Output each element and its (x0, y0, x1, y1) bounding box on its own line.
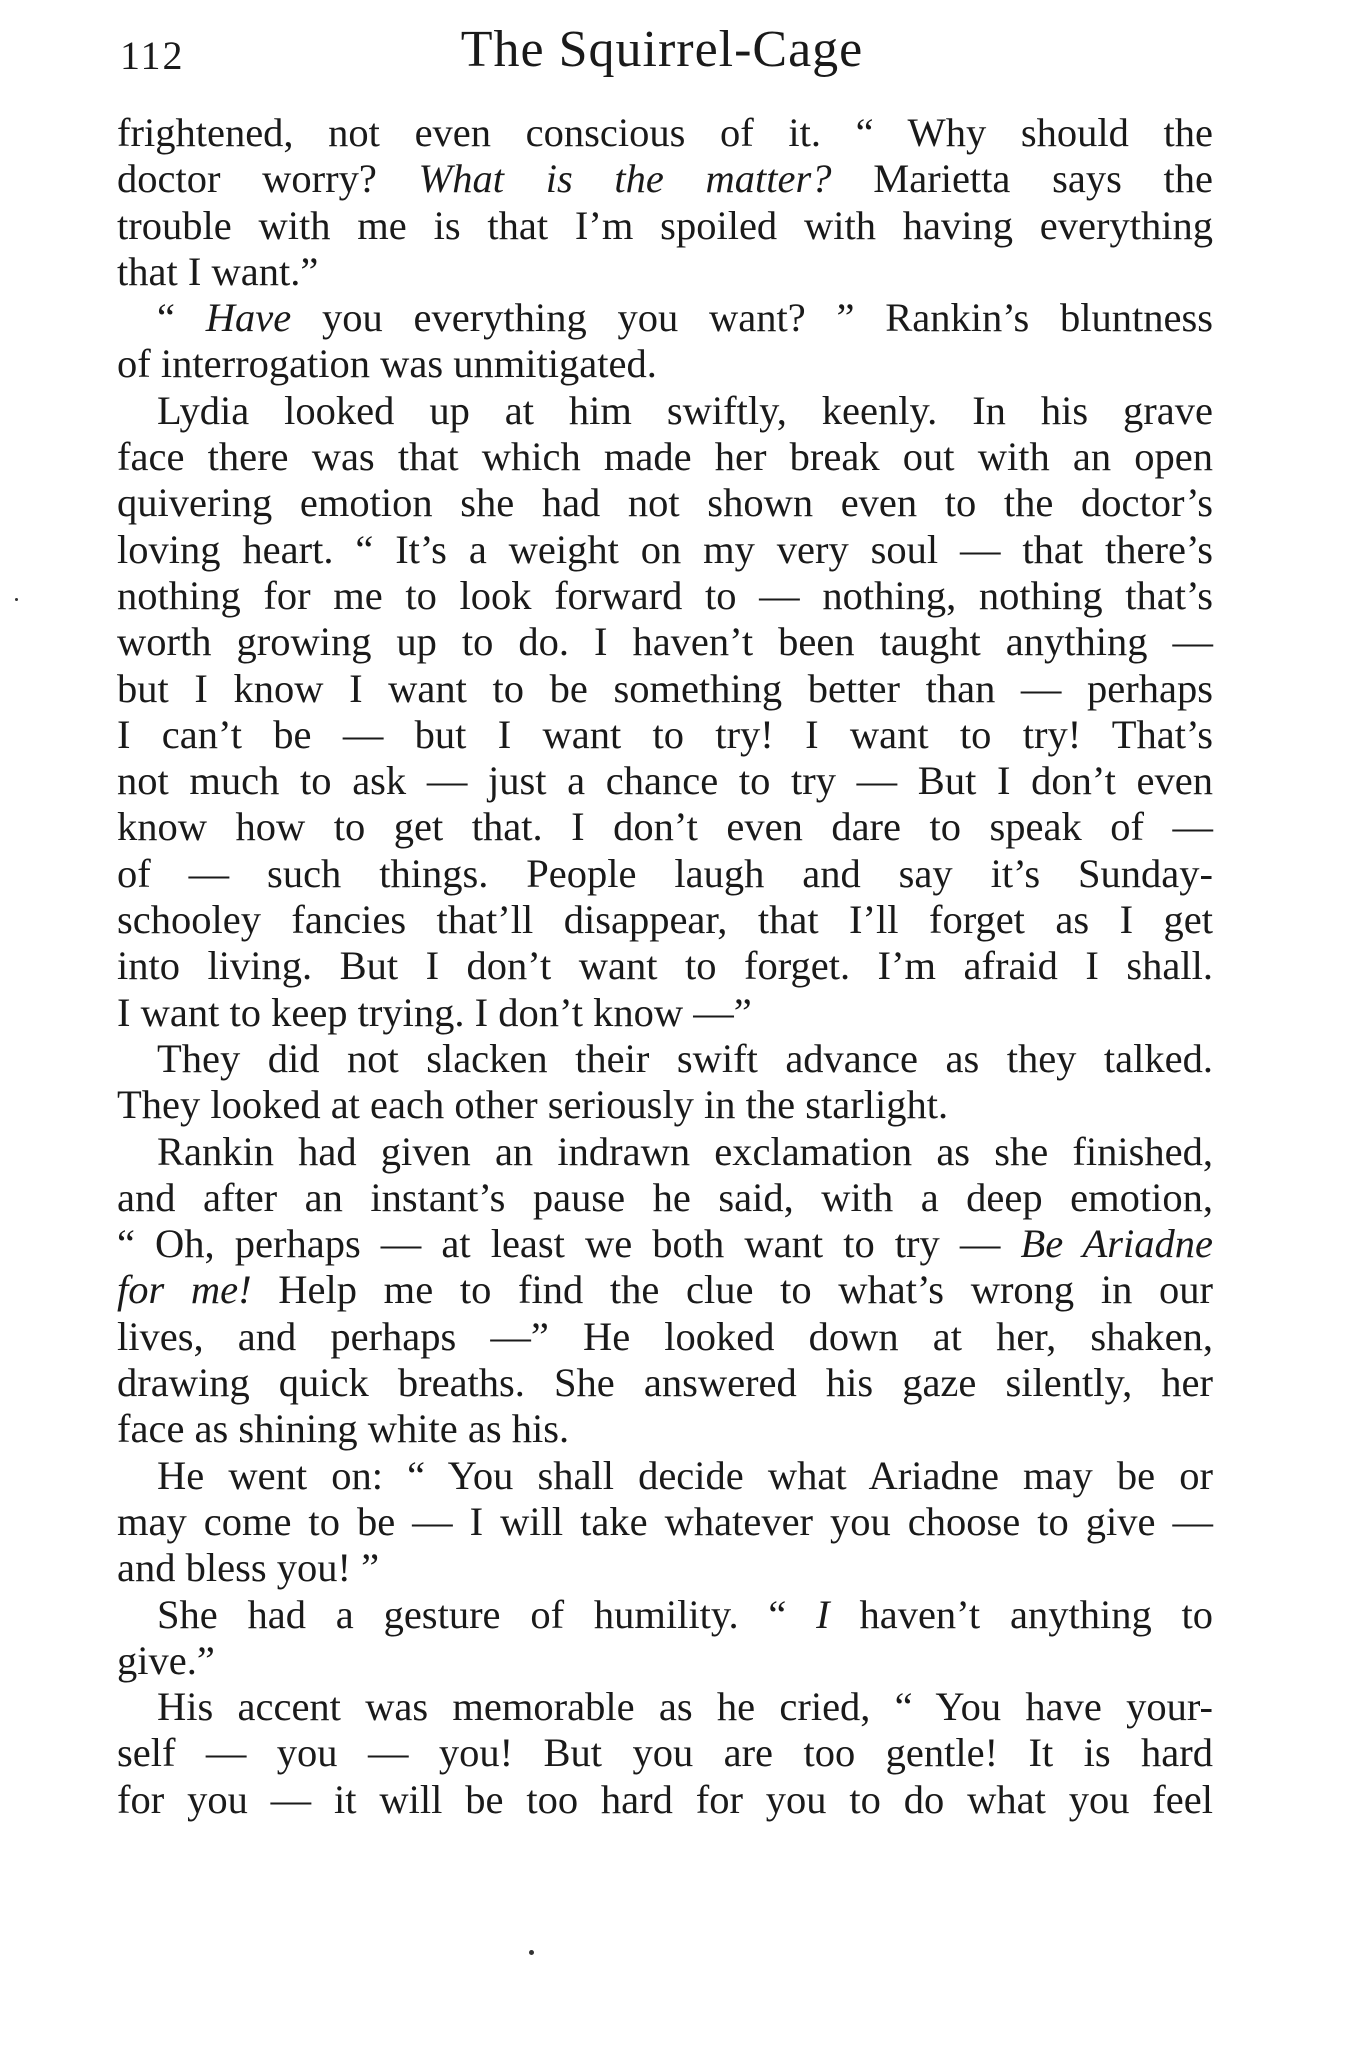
text-line (117, 1453, 1213, 1499)
text-run: schooley fancies that’ll disappear, that I’ll forget as I get (117, 897, 1213, 943)
text-line (117, 110, 1213, 156)
text-line (117, 943, 1213, 989)
text-run: of — such things. People laugh and say it’s Sunday- (117, 850, 1213, 896)
text-line (117, 712, 1213, 758)
text-line (117, 1545, 1213, 1591)
text-line (117, 1730, 1213, 1776)
text-run: I want to keep trying. I don’t know —” (117, 989, 752, 1035)
text-line (117, 1592, 1213, 1638)
text-line (117, 1684, 1213, 1730)
text-run: know how to get that. I don’t even dare to speak of — (117, 804, 1213, 850)
text-line (117, 1267, 1213, 1313)
text-run: for you — it will be too hard for you to do what you feel (117, 1776, 1213, 1822)
text-line (117, 619, 1213, 665)
text-run: nothing for me to look forward to — nothing, nothing that’s (117, 572, 1213, 618)
book-title: The Squirrel-Cage (460, 21, 864, 78)
text-line (117, 295, 1213, 341)
italic-run: for me! (117, 1267, 252, 1313)
text-run: into living. But I don’t want to forget. I’m afraid I shall. (117, 943, 1213, 989)
text-line (117, 341, 1213, 387)
text-line (117, 1406, 1213, 1452)
text-run: not much to ask — just a chance to try — But I don’t even (117, 758, 1213, 804)
text-run: may come to be — I will take whatever you choose to give — (117, 1498, 1213, 1544)
text-run: Help me to find the clue to what’s wrong in our (251, 1267, 1213, 1313)
page-number: 112 (120, 33, 185, 78)
text-line (117, 527, 1213, 573)
text-run: face as shining white as his. (117, 1406, 570, 1452)
text-line (117, 249, 1213, 295)
text-line (117, 758, 1213, 804)
text-run: I can’t be — but I want to try! I want to try! That’s (117, 711, 1213, 757)
text-line (117, 1314, 1213, 1360)
text-run: drawing quick breaths. She answered his gaze silently, her (117, 1360, 1213, 1406)
text-run: Lydia looked up at him swiftly, keenly. In his grave (157, 387, 1213, 433)
text-line (117, 434, 1213, 480)
text-run: doctor worry? (117, 156, 419, 202)
print-speck (529, 1950, 534, 1955)
text-run: but I know I want to be something better than — perhaps (117, 665, 1213, 711)
text-run: loving heart. “ It’s a weight on my very soul — that there’s (117, 526, 1213, 572)
text-run: that I want.” (117, 248, 319, 294)
text-run: trouble with me is that I’m spoiled with having everything (117, 202, 1213, 248)
text-line (117, 897, 1213, 943)
text-line (117, 573, 1213, 619)
italic-run: Have (205, 295, 292, 341)
text-run: of interrogation was unmitigated. (117, 341, 657, 387)
text-run: haven’t anything to (829, 1591, 1213, 1637)
text-run: They did not slacken their swift advance as they talked. (157, 1035, 1213, 1081)
text-line (117, 156, 1213, 202)
text-line (117, 1221, 1213, 1267)
text-run: He went on: “ You shall decide what Ariadne may be or (157, 1452, 1213, 1498)
text-run: worth growing up to do. I haven’t been taught anything — (117, 619, 1213, 665)
text-line (117, 1638, 1213, 1684)
text-line (117, 804, 1213, 850)
text-line (117, 1082, 1213, 1128)
text-run: and bless you! ” (117, 1545, 380, 1591)
text-line (117, 1499, 1213, 1545)
text-run: you everything you want? ” Rankin’s bluntness (291, 295, 1213, 341)
running-head (112, 18, 1212, 88)
text-line (117, 1129, 1213, 1175)
text-run: face there was that which made her break out with an open (117, 434, 1213, 480)
text-run: Marietta says the (831, 156, 1213, 202)
print-speck (15, 598, 18, 601)
body-text (117, 110, 1213, 1823)
text-run: “ (157, 295, 206, 341)
text-line (117, 203, 1213, 249)
text-line (117, 666, 1213, 712)
text-run: and after an instant’s pause he said, with a deep emotion, (117, 1174, 1213, 1220)
text-run: frightened, not even conscious of it. “ Why should the (117, 110, 1213, 155)
text-run: quivering emotion she had not shown even to the doctor’s (117, 480, 1213, 526)
text-line (117, 990, 1213, 1036)
text-line (117, 1777, 1213, 1823)
text-run: They looked at each other seriously in the starlight. (117, 1082, 949, 1128)
text-line (117, 480, 1213, 526)
text-run: “ Oh, perhaps — at least we both want to try — (117, 1221, 1021, 1267)
text-run: give.” (117, 1637, 215, 1683)
text-run: lives, and perhaps —” He looked down at her, shaken, (117, 1313, 1213, 1359)
text-line (117, 1036, 1213, 1082)
text-line (117, 388, 1213, 434)
italic-run: I (816, 1591, 830, 1637)
text-line (117, 1175, 1213, 1221)
italic-run: Be Ariadne (1020, 1221, 1213, 1267)
text-run: Rankin had given an indrawn exclamation as she finished, (157, 1128, 1213, 1174)
text-run: His accent was memorable as he cried, “ You have your- (157, 1684, 1213, 1730)
text-line (117, 1360, 1213, 1406)
text-run: She had a gesture of humility. “ (157, 1591, 817, 1637)
italic-run: What is the matter? (418, 156, 832, 202)
text-run: self — you — you! But you are too gentle! It is hard (117, 1730, 1213, 1776)
text-line (117, 851, 1213, 897)
